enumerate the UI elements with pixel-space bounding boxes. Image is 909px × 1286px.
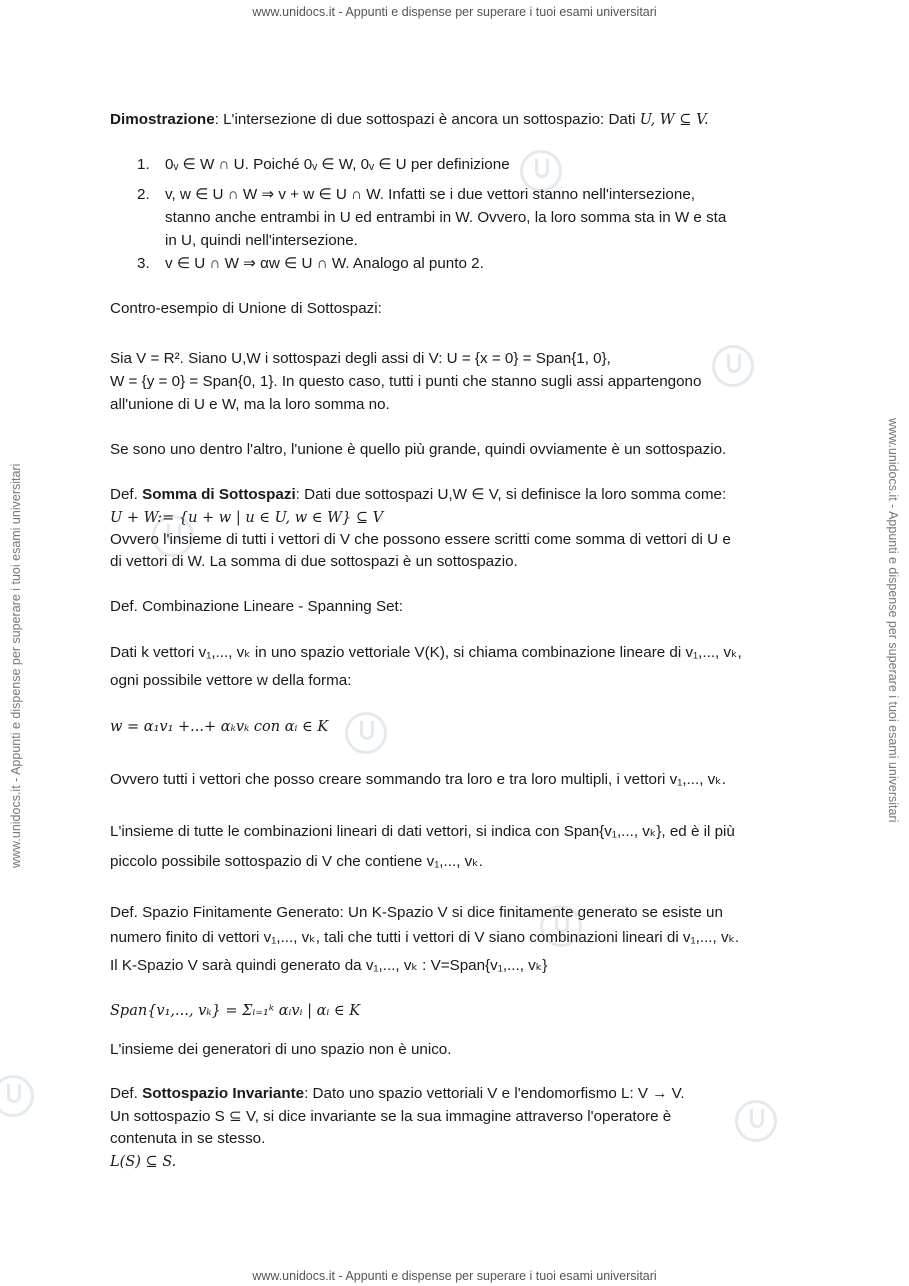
ovvero-line: Ovvero tutti i vettori che posso creare sommando tra loro e tra loro multipli, i vettori v₁,..., vₖ.: [110, 771, 726, 788]
somma-line-4: di vettori di W. La somma di due sottospazi è un sottospazio.: [110, 553, 518, 570]
watermark-side-left: www.unidocs.it - Appunti e dispense per superare i tuoi esami universitari: [9, 463, 23, 868]
finitamente-line-2: numero finito di vettori v₁,..., vₖ, tali che tutti i vettori di V siano combinazioni lineari di v₁,..., vₖ.: [110, 929, 740, 946]
list-item-line: v ∈ U ∩ W ⇒ αw ∈ U ∩ W. Analogo al punto 2.: [165, 255, 484, 272]
list-item-line: v, w ∈ U ∩ W ⇒ v + w ∈ U ∩ W. Infatti se i due vettori stanno nell'intersezione,: [165, 186, 695, 203]
span-formula: Span{v₁,..., vₖ} = Σᵢ₌₁ᵏ αᵢvᵢ | αᵢ ∈ K: [110, 1003, 361, 1019]
unidocs-logo-icon: [0, 1075, 34, 1117]
somma-line-3: Ovvero l'insieme di tutti i vettori di V che possono essere scritti come somma di vettori di U e: [110, 531, 731, 548]
somma-label: Somma di Sottospazi: [142, 486, 296, 503]
sia-line-2: W = {y = 0} = Span{0, 1}. In questo caso, tutti i punti che stanno sugli assi appartengono: [110, 373, 702, 390]
finitamente-line-3: Il K-Spazio V sarà quindi generato da v₁,..., vₖ : V=Span{v₁,..., vₖ}: [110, 957, 548, 974]
list-number: 1.: [137, 156, 150, 173]
sia-line-3: all'unione di U e W, ma la loro somma no.: [110, 396, 390, 413]
somma-formula: U + W:= {u + w | u ∈ U, w ∈ W} ⊆ V: [110, 510, 384, 526]
list-number: 2.: [137, 186, 150, 203]
invariante-prefix: Def.: [110, 1085, 143, 1102]
sia-line-1: Sia V = R². Siano U,W i sottospazi degli assi di V: U = {x = 0} = Span{1, 0},: [110, 350, 611, 367]
list-item-line: stanno anche entrambi in U ed entrambi in W. Ovvero, la loro somma sta in W e sta: [165, 209, 727, 226]
dentro-line: Se sono uno dentro l'altro, l'unione è quello più grande, quindi ovviamente è un sottospazio.: [110, 441, 727, 458]
insieme-line-1: L'insieme di tutte le combinazioni lineari di dati vettori, si indica con Span{v₁,..., vₖ}, ed è il più: [110, 823, 735, 840]
watermark-banner-top: www.unidocs.it - Appunti e dispense per superare i tuoi esami universitari: [252, 5, 657, 19]
list-item-line: 0ᵥ ∈ W ∩ U. Poiché 0ᵥ ∈ W, 0ᵥ ∈ U per definizione: [165, 156, 510, 173]
dati-line-2: ogni possibile vettore w della forma:: [110, 672, 352, 689]
finitamente-line-1: Def. Spazio Finitamente Generato: Un K-Spazio V si dice finitamente generato se esiste un: [110, 904, 723, 921]
dimostrazione-math: U, W ⊆ V.: [639, 112, 709, 128]
combinazione-title: Def. Combinazione Lineare - Spanning Set:: [110, 598, 403, 615]
list-number: 3.: [137, 255, 150, 272]
dimostrazione-line: [110, 109, 810, 132]
dimostrazione-text: : L'intersezione di due sottospazi è ancora un sottospazio: Dati: [214, 111, 640, 128]
invariante-formula: L(S) ⊆ S.: [110, 1154, 177, 1170]
generatori-line: L'insieme dei generatori di uno spazio non è unico.: [110, 1041, 452, 1058]
list-item-line: in U, quindi nell'intersezione.: [165, 232, 358, 249]
invariante-text: : Dato uno spazio vettoriali V e l'endomorfismo L: V → V.: [304, 1085, 685, 1102]
invariante-def-line: [110, 1083, 810, 1106]
somma-text: : Dati due sottospazi U,W ∈ V, si definisce la loro somma come:: [295, 486, 727, 503]
invariante-line-3: contenuta in se stesso.: [110, 1130, 266, 1147]
somma-def-line: [110, 484, 810, 507]
invariante-label: Sottospazio Invariante: [142, 1085, 305, 1102]
watermark-side-right: www.unidocs.it - Appunti e dispense per superare i tuoi esami universitari: [886, 418, 900, 823]
dati-line-1: Dati k vettori v₁,..., vₖ in uno spazio vettoriale V(K), si chiama combinazione lineare di v₁,..., vₖ,: [110, 644, 742, 661]
contro-esempio-title: Contro-esempio di Unione di Sottospazi:: [110, 300, 382, 317]
invariante-line-2: Un sottospazio S ⊆ V, si dice invariante se la sua immagine attraverso l'operatore è: [110, 1108, 672, 1125]
somma-prefix: Def.: [110, 486, 143, 503]
dimostrazione-label: Dimostrazione: [110, 111, 215, 128]
insieme-line-2: piccolo possibile sottospazio di V che contiene v₁,..., vₖ.: [110, 853, 483, 870]
w-formula: w = α₁v₁ +...+ αₖvₖ con αᵢ ∈ K: [110, 719, 329, 735]
watermark-banner-bottom: www.unidocs.it - Appunti e dispense per superare i tuoi esami universitari: [252, 1269, 657, 1283]
